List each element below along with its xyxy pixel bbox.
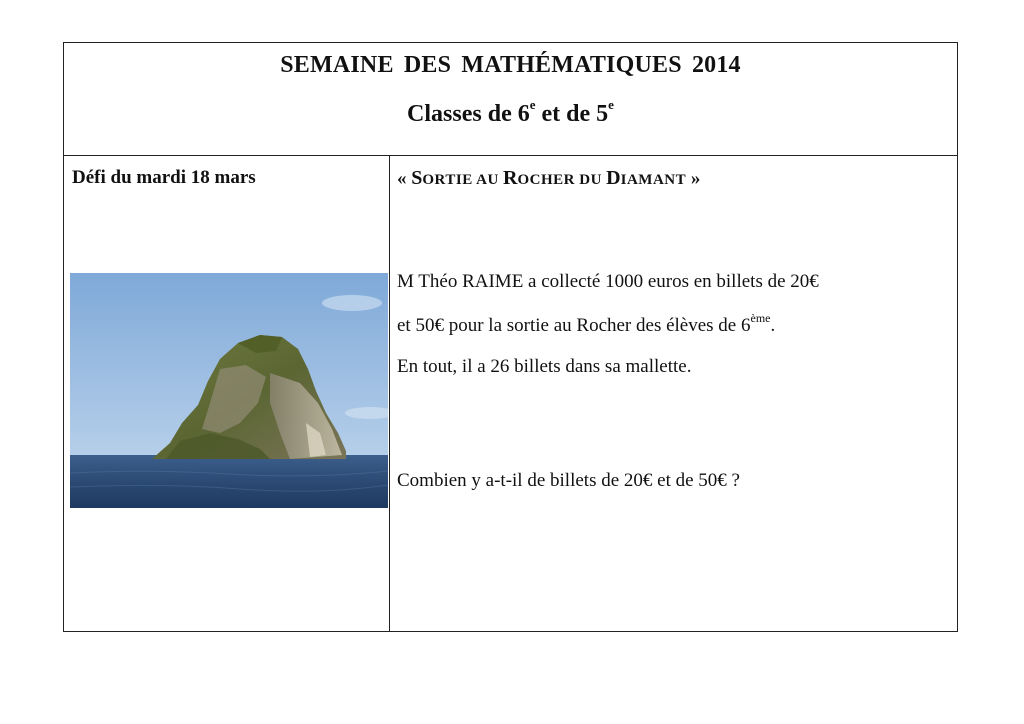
problem-line-2-superscript: ème [750,311,771,325]
title-part-ortie: ORTIE AU [422,172,504,188]
challenge-title [397,167,700,190]
rocher-photo [70,273,388,508]
title-part-iamant: IAMANT [620,172,687,188]
page-subtitle [64,97,957,128]
subtitle-text-start: Classes de 6 [407,101,530,127]
title-capital-d: D [606,167,621,189]
title-part-ocher: OCHER DU [517,172,607,188]
defi-date-label: Défi du mardi 18 mars [72,167,256,188]
title-capital-r: R [503,167,518,189]
sea [70,455,388,508]
cloud [322,295,382,311]
problem-line-3: En tout, il a 26 billets dans sa mallette. [397,356,692,377]
rocher-image [70,273,388,508]
subtitle-superscript-1: e [529,97,536,112]
header-cell [64,43,957,156]
problem-line-2 [397,311,776,337]
left-cell [64,156,389,632]
title-quote-open: « [397,168,412,189]
title-capital-s: S [411,167,423,189]
problem-question: Combien y a-t-il de billets de 20€ et de 50€ ? [397,470,740,491]
problem-line-2-text: et 50€ pour la sortie au Rocher des élèves de 6 [397,315,751,336]
challenge-sheet [63,42,958,632]
right-cell [397,156,952,632]
problem-line-1: M Théo RAIME a collecté 1000 euros en billets de 20€ [397,271,819,292]
page-title: SEMAINE DES MATHÉMATIQUES 2014 [280,52,741,78]
column-divider [389,155,390,632]
subtitle-superscript-2: e [608,97,614,112]
subtitle-text-middle: et de 5 [535,101,609,127]
title-quote-close: » [686,168,701,189]
problem-line-2-end: . [770,315,776,336]
